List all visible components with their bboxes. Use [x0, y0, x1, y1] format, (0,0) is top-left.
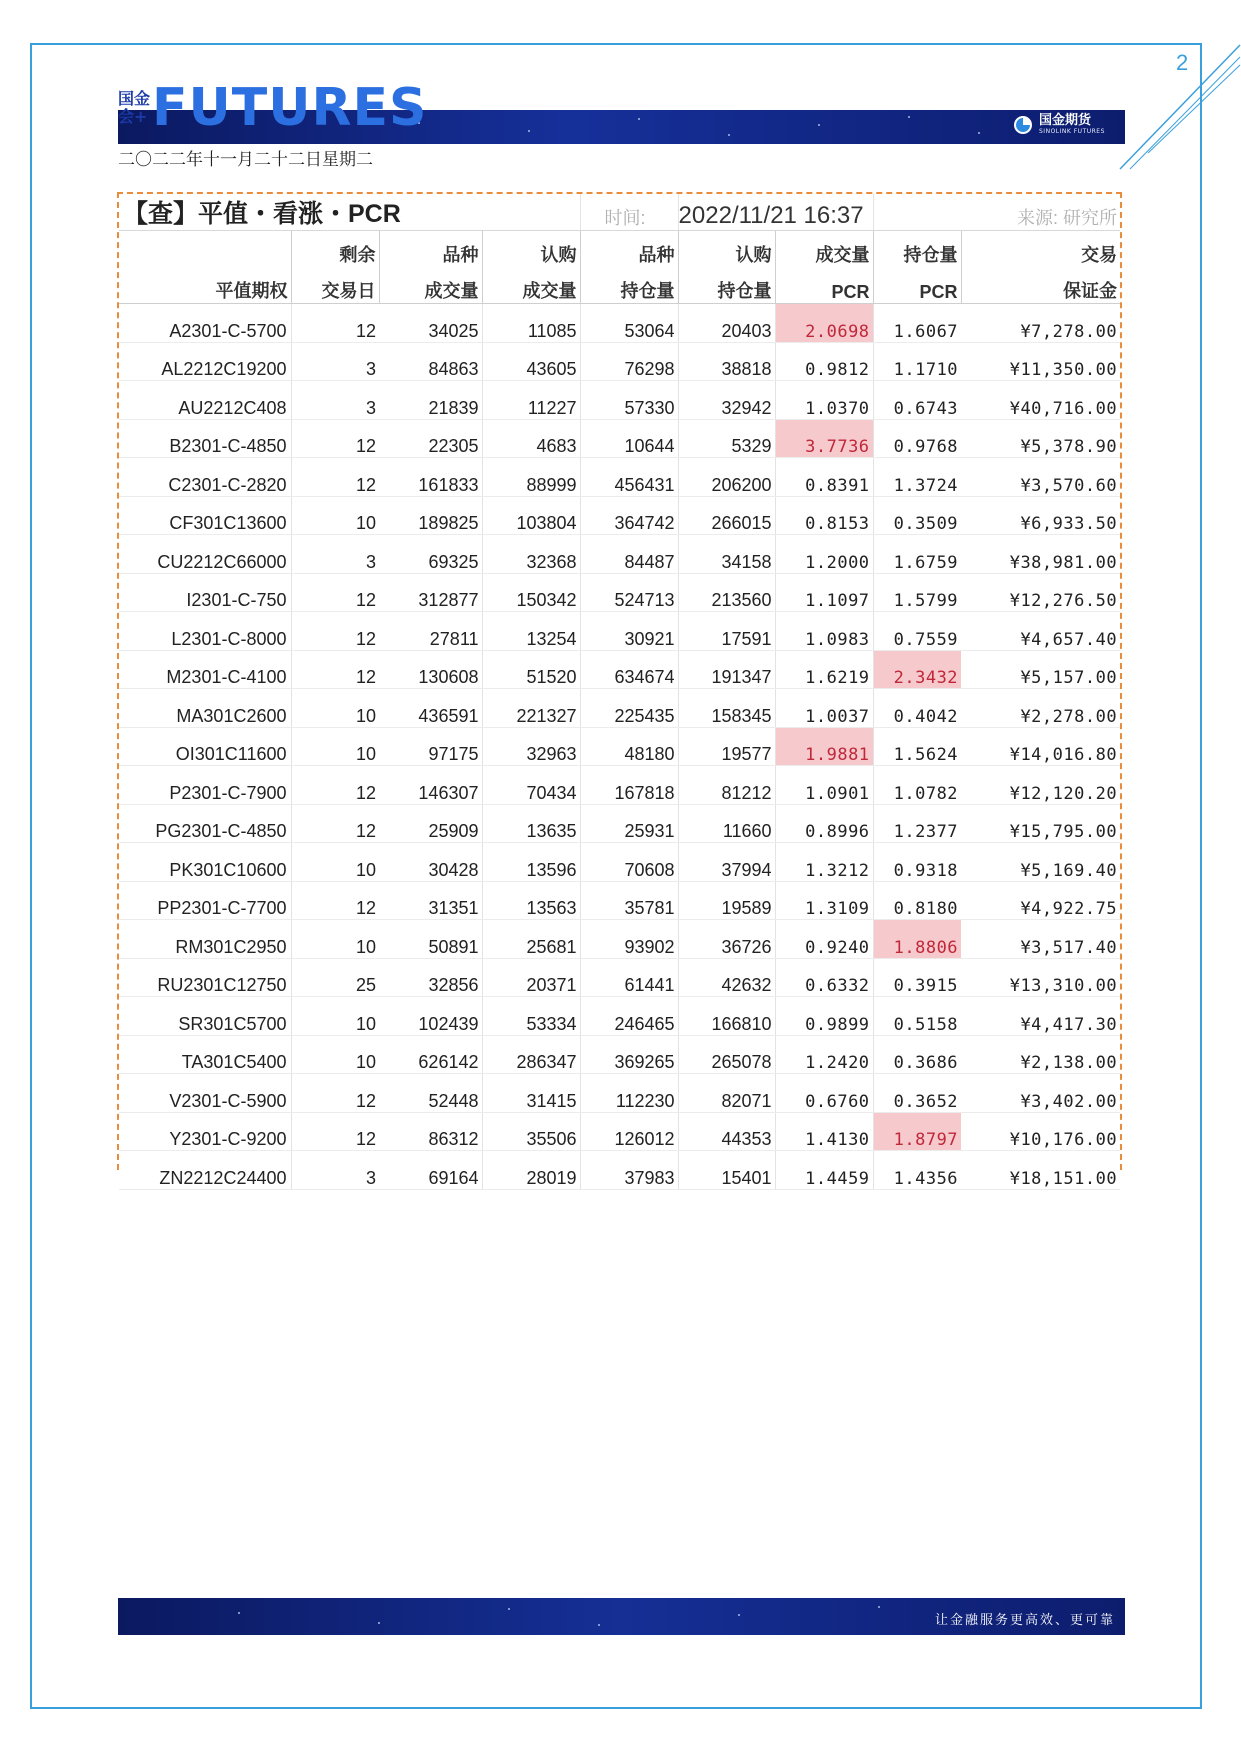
cell-code: Y2301-C-9200 [119, 1112, 291, 1151]
cell-call-oi: 19589 [678, 881, 775, 920]
cell-margin: ¥13,310.00 [961, 958, 1120, 997]
cell-days: 12 [291, 304, 379, 343]
header-cell: 持仓量 [873, 231, 961, 268]
logo-futures-text: FUTURES [152, 78, 428, 138]
table-row [119, 650, 1120, 689]
header-cell: 成交量 [775, 231, 873, 268]
cell-oi-pcr: 0.3509 [873, 496, 961, 535]
source-label: 来源: 研究所 [873, 194, 1120, 231]
table-row [119, 573, 1120, 612]
cell-days: 12 [291, 612, 379, 651]
cell-call-oi: 20403 [678, 304, 775, 343]
cell-code: V2301-C-5900 [119, 1074, 291, 1113]
cell-vol-pcr: 1.4130 [775, 1112, 873, 1151]
cell-var-oi: 53064 [580, 304, 678, 343]
corner-diagonal-lines [1118, 43, 1241, 171]
cell-var-oi: 112230 [580, 1074, 678, 1113]
cell-vol-pcr: 1.3109 [775, 881, 873, 920]
cell-var-vol: 69164 [379, 1151, 482, 1190]
cell-margin: ¥3,517.40 [961, 920, 1120, 959]
cell-var-vol: 22305 [379, 419, 482, 458]
header-cell: 剩余 [291, 231, 379, 268]
cell-code: I2301-C-750 [119, 573, 291, 612]
cell-var-oi: 30921 [580, 612, 678, 651]
cell-vol-pcr: 1.1097 [775, 573, 873, 612]
cell-days: 3 [291, 342, 379, 381]
cell-oi-pcr: 0.9768 [873, 419, 961, 458]
cell-vol-pcr: 0.9812 [775, 342, 873, 381]
table-row [119, 496, 1120, 535]
cell-margin: ¥5,378.90 [961, 419, 1120, 458]
cell-call-oi: 19577 [678, 727, 775, 766]
cell-call-vol: 150342 [482, 573, 580, 612]
cell-oi-pcr: 0.4042 [873, 689, 961, 728]
cell-vol-pcr: 1.9881 [775, 727, 873, 766]
header-cell: PCR [775, 267, 873, 304]
cell-var-oi: 246465 [580, 997, 678, 1036]
cell-var-oi: 369265 [580, 1035, 678, 1074]
cell-margin: ¥3,570.60 [961, 458, 1120, 497]
cell-oi-pcr: 1.5624 [873, 727, 961, 766]
table-row [119, 612, 1120, 651]
header-cell: PCR [873, 267, 961, 304]
cell-call-vol: 103804 [482, 496, 580, 535]
cell-call-oi: 36726 [678, 920, 775, 959]
cell-margin: ¥4,417.30 [961, 997, 1120, 1036]
table-row [119, 689, 1120, 728]
cell-oi-pcr: 1.2377 [873, 804, 961, 843]
brand-badge [1013, 114, 1105, 135]
cell-oi-pcr: 1.6067 [873, 304, 961, 343]
cell-var-vol: 130608 [379, 650, 482, 689]
cell-var-vol: 27811 [379, 612, 482, 651]
header-cell: 成交量 [379, 267, 482, 304]
cell-var-oi: 70608 [580, 843, 678, 882]
cell-var-oi: 84487 [580, 535, 678, 574]
cell-call-oi: 17591 [678, 612, 775, 651]
cell-var-oi: 10644 [580, 419, 678, 458]
cell-vol-pcr: 1.0983 [775, 612, 873, 651]
cell-oi-pcr: 0.7559 [873, 612, 961, 651]
cell-code: L2301-C-8000 [119, 612, 291, 651]
header-cell: 品种 [379, 231, 482, 268]
cell-margin: ¥4,922.75 [961, 881, 1120, 920]
header-cell: 持仓量 [580, 267, 678, 304]
cell-var-vol: 21839 [379, 381, 482, 420]
cell-call-oi: 11660 [678, 804, 775, 843]
cell-var-oi: 167818 [580, 766, 678, 805]
cell-code: A2301-C-5700 [119, 304, 291, 343]
cell-call-oi: 38818 [678, 342, 775, 381]
cell-code: CU2212C66000 [119, 535, 291, 574]
cell-call-vol: 11085 [482, 304, 580, 343]
header-cell: 交易 [961, 231, 1120, 268]
table-row [119, 766, 1120, 805]
cell-oi-pcr: 2.3432 [873, 650, 961, 689]
header-cell: 认购 [678, 231, 775, 268]
cell-var-oi: 48180 [580, 727, 678, 766]
cell-days: 12 [291, 458, 379, 497]
header-cell: 持仓量 [678, 267, 775, 304]
sinolink-logo-icon [1013, 115, 1033, 135]
cell-vol-pcr: 1.2420 [775, 1035, 873, 1074]
header-cell: 品种 [580, 231, 678, 268]
cell-var-vol: 102439 [379, 997, 482, 1036]
cell-vol-pcr: 0.9240 [775, 920, 873, 959]
cell-call-oi: 265078 [678, 1035, 775, 1074]
cell-margin: ¥7,278.00 [961, 304, 1120, 343]
cell-call-oi: 32942 [678, 381, 775, 420]
table-row [119, 843, 1120, 882]
cell-var-vol: 50891 [379, 920, 482, 959]
cell-days: 12 [291, 573, 379, 612]
table-row [119, 1151, 1120, 1190]
brand-name-cn: 国金期货 [1039, 113, 1092, 128]
cell-days: 3 [291, 1151, 379, 1190]
cell-days: 3 [291, 381, 379, 420]
table-row [119, 727, 1120, 766]
cell-margin: ¥11,350.00 [961, 342, 1120, 381]
cell-days: 12 [291, 1112, 379, 1151]
pcr-table-body [119, 304, 1120, 1190]
cell-oi-pcr: 0.6743 [873, 381, 961, 420]
cell-days: 12 [291, 881, 379, 920]
cell-call-oi: 37994 [678, 843, 775, 882]
cell-call-vol: 221327 [482, 689, 580, 728]
cell-call-oi: 191347 [678, 650, 775, 689]
cell-days: 25 [291, 958, 379, 997]
table-row [119, 342, 1120, 381]
cell-vol-pcr: 1.6219 [775, 650, 873, 689]
cell-call-oi: 213560 [678, 573, 775, 612]
cell-oi-pcr: 1.8806 [873, 920, 961, 959]
cell-vol-pcr: 1.0901 [775, 766, 873, 805]
cell-var-vol: 69325 [379, 535, 482, 574]
cell-code: PP2301-C-7700 [119, 881, 291, 920]
table-title: 【查】平值・看涨・PCR [119, 194, 580, 231]
cell-call-oi: 15401 [678, 1151, 775, 1190]
cell-oi-pcr: 1.1710 [873, 342, 961, 381]
cell-days: 12 [291, 1074, 379, 1113]
cell-vol-pcr: 1.2000 [775, 535, 873, 574]
cell-var-vol: 161833 [379, 458, 482, 497]
cell-call-oi: 42632 [678, 958, 775, 997]
cell-days: 10 [291, 920, 379, 959]
cell-call-oi: 266015 [678, 496, 775, 535]
cell-var-vol: 31351 [379, 881, 482, 920]
cell-var-oi: 93902 [580, 920, 678, 959]
cell-days: 12 [291, 650, 379, 689]
cell-days: 12 [291, 766, 379, 805]
cell-code: AL2212C19200 [119, 342, 291, 381]
brand-name-en: SINOLINK FUTURES [1039, 128, 1105, 135]
cell-var-vol: 86312 [379, 1112, 482, 1151]
cell-call-oi: 166810 [678, 997, 775, 1036]
table-row [119, 419, 1120, 458]
cell-call-vol: 53334 [482, 997, 580, 1036]
cell-margin: ¥12,276.50 [961, 573, 1120, 612]
cell-var-oi: 37983 [580, 1151, 678, 1190]
table-row [119, 997, 1120, 1036]
cell-oi-pcr: 1.0782 [873, 766, 961, 805]
cell-margin: ¥2,278.00 [961, 689, 1120, 728]
cell-oi-pcr: 1.5799 [873, 573, 961, 612]
cell-var-vol: 626142 [379, 1035, 482, 1074]
cell-days: 10 [291, 997, 379, 1036]
cell-call-vol: 28019 [482, 1151, 580, 1190]
header-row-bottom [119, 267, 1120, 304]
cell-code: MA301C2600 [119, 689, 291, 728]
cell-var-oi: 456431 [580, 458, 678, 497]
cell-margin: ¥38,981.00 [961, 535, 1120, 574]
footer-banner [118, 1598, 1125, 1635]
cell-days: 10 [291, 1035, 379, 1074]
cell-oi-pcr: 0.9318 [873, 843, 961, 882]
cell-call-vol: 13254 [482, 612, 580, 651]
cell-vol-pcr: 2.0698 [775, 304, 873, 343]
table-title-row [119, 194, 1120, 231]
table-row [119, 881, 1120, 920]
cell-call-vol: 20371 [482, 958, 580, 997]
pcr-table [119, 194, 1120, 1190]
table-row [119, 1035, 1120, 1074]
cell-call-vol: 13596 [482, 843, 580, 882]
time-value: 2022/11/21 16:37 [678, 194, 873, 231]
cell-oi-pcr: 0.8180 [873, 881, 961, 920]
cell-days: 12 [291, 419, 379, 458]
cell-call-oi: 158345 [678, 689, 775, 728]
cell-code: SR301C5700 [119, 997, 291, 1036]
cell-oi-pcr: 1.4356 [873, 1151, 961, 1190]
cell-call-oi: 81212 [678, 766, 775, 805]
table-row [119, 304, 1120, 343]
cell-margin: ¥10,176.00 [961, 1112, 1120, 1151]
cell-vol-pcr: 3.7736 [775, 419, 873, 458]
header-cell: 平值期权 [215, 281, 288, 302]
cell-margin: ¥40,716.00 [961, 381, 1120, 420]
cell-vol-pcr: 0.8153 [775, 496, 873, 535]
cell-var-vol: 52448 [379, 1074, 482, 1113]
cell-margin: ¥12,120.20 [961, 766, 1120, 805]
header-cell [119, 231, 291, 268]
cell-var-oi: 126012 [580, 1112, 678, 1151]
cell-code: M2301-C-4100 [119, 650, 291, 689]
cell-var-oi: 25931 [580, 804, 678, 843]
cell-vol-pcr: 1.0370 [775, 381, 873, 420]
cell-code: OI301C11600 [119, 727, 291, 766]
cell-var-oi: 76298 [580, 342, 678, 381]
table-row [119, 1112, 1120, 1151]
cell-call-vol: 4683 [482, 419, 580, 458]
cell-margin: ¥18,151.00 [961, 1151, 1120, 1190]
cell-call-oi: 206200 [678, 458, 775, 497]
cell-code: PG2301-C-4850 [119, 804, 291, 843]
cell-vol-pcr: 1.0037 [775, 689, 873, 728]
cell-vol-pcr: 1.3212 [775, 843, 873, 882]
cell-var-oi: 634674 [580, 650, 678, 689]
header-cell: 保证金 [961, 267, 1120, 304]
cell-code: ZN2212C24400 [119, 1151, 291, 1190]
cell-call-vol: 25681 [482, 920, 580, 959]
cell-call-vol: 286347 [482, 1035, 580, 1074]
header-row-top [119, 231, 1120, 268]
cell-margin: ¥6,933.50 [961, 496, 1120, 535]
cell-margin: ¥15,795.00 [961, 804, 1120, 843]
cell-var-vol: 436591 [379, 689, 482, 728]
logo-chinese-text: 国金会+ [118, 89, 151, 126]
cell-call-vol: 11227 [482, 381, 580, 420]
cell-var-vol: 25909 [379, 804, 482, 843]
cell-call-vol: 13635 [482, 804, 580, 843]
table-row [119, 920, 1120, 959]
cell-var-oi: 364742 [580, 496, 678, 535]
cell-code: RU2301C12750 [119, 958, 291, 997]
cell-var-vol: 97175 [379, 727, 482, 766]
cell-call-vol: 32963 [482, 727, 580, 766]
cell-call-vol: 31415 [482, 1074, 580, 1113]
cell-vol-pcr: 0.6760 [775, 1074, 873, 1113]
cell-margin: ¥3,402.00 [961, 1074, 1120, 1113]
page-number: 2 [1176, 50, 1189, 75]
cell-var-oi: 35781 [580, 881, 678, 920]
cell-var-oi: 524713 [580, 573, 678, 612]
footer-slogan: 让金融服务更高效、更可靠 [934, 1613, 1115, 1628]
table-row [119, 804, 1120, 843]
cell-var-vol: 30428 [379, 843, 482, 882]
cell-vol-pcr: 1.4459 [775, 1151, 873, 1190]
cell-var-vol: 312877 [379, 573, 482, 612]
cell-margin: ¥2,138.00 [961, 1035, 1120, 1074]
cell-code: RM301C2950 [119, 920, 291, 959]
cell-days: 10 [291, 727, 379, 766]
table-row [119, 381, 1120, 420]
time-label: 时间: [580, 194, 678, 231]
cell-var-oi: 225435 [580, 689, 678, 728]
cell-var-vol: 32856 [379, 958, 482, 997]
report-date: 二〇二二年十一月二十二日星期二 [118, 150, 373, 170]
cell-code: P2301-C-7900 [119, 766, 291, 805]
cell-oi-pcr: 1.6759 [873, 535, 961, 574]
cell-days: 12 [291, 804, 379, 843]
cell-var-vol: 189825 [379, 496, 482, 535]
cell-days: 3 [291, 535, 379, 574]
table-row [119, 535, 1120, 574]
cell-vol-pcr: 0.8391 [775, 458, 873, 497]
table-row [119, 458, 1120, 497]
cell-oi-pcr: 1.3724 [873, 458, 961, 497]
cell-call-vol: 70434 [482, 766, 580, 805]
cell-margin: ¥4,657.40 [961, 612, 1120, 651]
cell-call-oi: 5329 [678, 419, 775, 458]
cell-var-vol: 146307 [379, 766, 482, 805]
cell-code: PK301C10600 [119, 843, 291, 882]
table-row [119, 958, 1120, 997]
cell-call-oi: 44353 [678, 1112, 775, 1151]
cell-margin: ¥14,016.80 [961, 727, 1120, 766]
cell-vol-pcr: 0.8996 [775, 804, 873, 843]
cell-margin: ¥5,169.40 [961, 843, 1120, 882]
cell-call-vol: 88999 [482, 458, 580, 497]
cell-days: 10 [291, 689, 379, 728]
header-cell: 交易日 [291, 267, 379, 304]
cell-code: B2301-C-4850 [119, 419, 291, 458]
cell-call-vol: 51520 [482, 650, 580, 689]
cell-days: 10 [291, 843, 379, 882]
cell-var-oi: 61441 [580, 958, 678, 997]
cell-code: CF301C13600 [119, 496, 291, 535]
cell-oi-pcr: 0.3915 [873, 958, 961, 997]
cell-call-oi: 82071 [678, 1074, 775, 1113]
cell-call-vol: 13563 [482, 881, 580, 920]
cell-call-vol: 35506 [482, 1112, 580, 1151]
cell-oi-pcr: 1.8797 [873, 1112, 961, 1151]
cell-oi-pcr: 0.3686 [873, 1035, 961, 1074]
cell-code: AU2212C408 [119, 381, 291, 420]
table-row [119, 1074, 1120, 1113]
cell-margin: ¥5,157.00 [961, 650, 1120, 689]
header-cell: 认购 [482, 231, 580, 268]
cell-oi-pcr: 0.3652 [873, 1074, 961, 1113]
cell-oi-pcr: 0.5158 [873, 997, 961, 1036]
pcr-table-container [117, 192, 1122, 1189]
header-cell: 成交量 [482, 267, 580, 304]
cell-var-vol: 34025 [379, 304, 482, 343]
cell-var-oi: 57330 [580, 381, 678, 420]
cell-call-oi: 34158 [678, 535, 775, 574]
cell-code: TA301C5400 [119, 1035, 291, 1074]
cell-vol-pcr: 0.6332 [775, 958, 873, 997]
cell-call-vol: 32368 [482, 535, 580, 574]
cell-var-vol: 84863 [379, 342, 482, 381]
cell-vol-pcr: 0.9899 [775, 997, 873, 1036]
cell-days: 10 [291, 496, 379, 535]
cell-code: C2301-C-2820 [119, 458, 291, 497]
cell-call-vol: 43605 [482, 342, 580, 381]
